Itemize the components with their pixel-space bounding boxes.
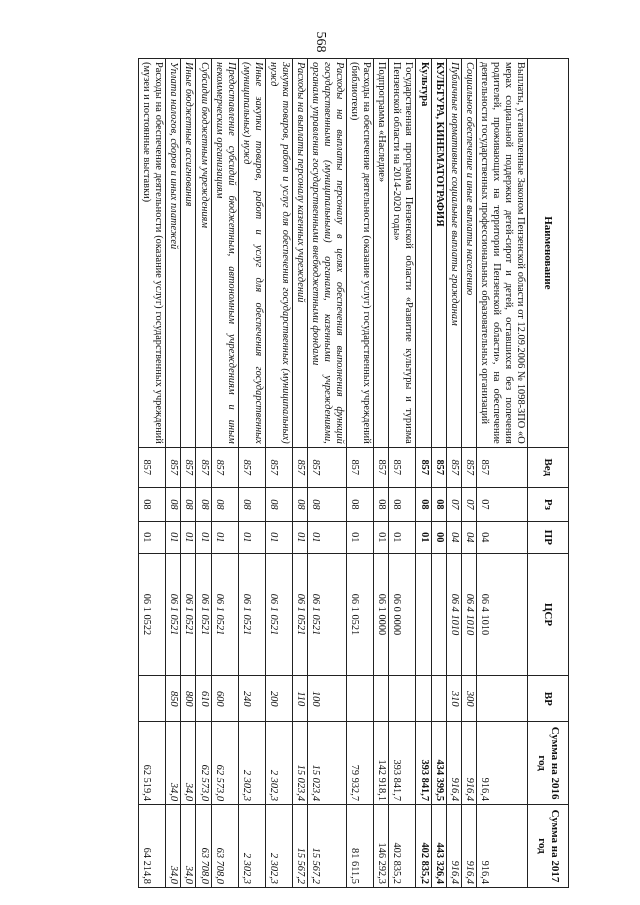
cell-pr: 01 (166, 522, 181, 553)
cell-name: Расходы на обеспечение деятельности (оказание услуг) государственных учреждений (музеи и постоянные выставки) (139, 59, 166, 448)
header-rz: Рз (528, 487, 569, 521)
cell-rz: 08 (166, 487, 181, 521)
cell-sum-2016: 916,4 (476, 722, 527, 805)
cell-ved: 857 (308, 447, 347, 487)
cell-csr: 06 1 0521 (166, 553, 181, 676)
cell-rz: 08 (265, 487, 292, 521)
cell-ved: 857 (265, 447, 292, 487)
cell-pr: 01 (238, 522, 265, 553)
cell-name: Уплата налогов, сборов и иных платежей (166, 59, 181, 448)
cell-sum-2016: 142 918,1 (374, 722, 389, 805)
cell-sum-2016: 393 841,7 (416, 722, 431, 805)
cell-csr: 06 1 0521 (292, 553, 307, 676)
cell-name: Закупка товаров, работ и услуг для обеспечения государственных (муниципальных) нужд (265, 59, 292, 448)
cell-pr: 01 (292, 522, 307, 553)
cell-ved: 857 (431, 447, 446, 487)
cell-sum-2017: 63 708,0 (196, 805, 211, 888)
cell-rz: 08 (347, 487, 374, 521)
table-row (476, 59, 527, 888)
cell-pr: 01 (181, 522, 196, 553)
cell-rz: 08 (238, 487, 265, 521)
cell-ved: 857 (389, 447, 416, 487)
table-row (181, 59, 196, 888)
table-row (139, 59, 166, 888)
cell-sum-2016: 79 932,7 (347, 722, 374, 805)
cell-sum-2017: 443 326,4 (431, 805, 446, 888)
header-sum-2016: Сумма на 2016 год (528, 722, 569, 805)
cell-rz: 08 (431, 487, 446, 521)
cell-csr: 06 1 0521 (238, 553, 265, 676)
cell-vr: 110 (292, 676, 307, 722)
cell-vr (139, 676, 166, 722)
cell-rz: 08 (416, 487, 431, 521)
header-csr: ЦСР (528, 553, 569, 676)
cell-vr: 240 (238, 676, 265, 722)
cell-ved: 857 (139, 447, 166, 487)
cell-rz: 08 (374, 487, 389, 521)
cell-name: Расходы на выплаты персоналу казенных учреждений (292, 59, 307, 448)
cell-name: Расходы на выплаты персоналу в целях обеспечения выполнения функций государственными (муниципальными) органами, казенными учреждениями, органами управления государственными внебюджетными фондами (308, 59, 347, 448)
budget-table (138, 58, 569, 888)
cell-csr: 06 1 0521 (347, 553, 374, 676)
cell-vr: 800 (181, 676, 196, 722)
cell-rz: 07 (461, 487, 476, 521)
table-row (389, 59, 416, 888)
cell-sum-2017: 15 567,2 (308, 805, 347, 888)
cell-csr: 06 1 0521 (181, 553, 196, 676)
table-row (347, 59, 374, 888)
cell-pr: 04 (476, 522, 527, 553)
cell-csr (416, 553, 431, 676)
cell-vr (416, 676, 431, 722)
cell-pr: 01 (374, 522, 389, 553)
cell-sum-2017: 34,0 (181, 805, 196, 888)
cell-sum-2017: 146 292,3 (374, 805, 389, 888)
cell-pr: 00 (431, 522, 446, 553)
table-body (139, 59, 528, 888)
cell-sum-2017: 402 835,2 (416, 805, 431, 888)
cell-name: Культура (416, 59, 431, 448)
cell-sum-2016: 916,4 (461, 722, 476, 805)
cell-name: Подпрограмма «Наследие» (374, 59, 389, 448)
table-row (374, 59, 389, 888)
cell-csr: 06 1 0521 (196, 553, 211, 676)
cell-sum-2016: 2 302,3 (265, 722, 292, 805)
cell-vr (374, 676, 389, 722)
cell-name: Социальное обеспечение и иные выплаты населению (461, 59, 476, 448)
cell-sum-2016: 62 519,4 (139, 722, 166, 805)
cell-sum-2016: 62 573,0 (211, 722, 238, 805)
cell-sum-2016: 2 302,3 (238, 722, 265, 805)
cell-sum-2017: 34,0 (166, 805, 181, 888)
cell-pr: 01 (416, 522, 431, 553)
cell-csr: 06 1 0521 (308, 553, 347, 676)
cell-ved: 857 (196, 447, 211, 487)
table-row (308, 59, 347, 888)
table-row (461, 59, 476, 888)
cell-ved: 857 (238, 447, 265, 487)
cell-name: Публичные нормативные социальные выплаты гражданам (446, 59, 461, 448)
cell-sum-2016: 434 399,5 (431, 722, 446, 805)
rotated-table-wrapper (138, 58, 569, 888)
table-row (292, 59, 307, 888)
cell-ved: 857 (374, 447, 389, 487)
cell-vr: 200 (265, 676, 292, 722)
cell-sum-2016: 62 573,0 (196, 722, 211, 805)
cell-pr: 01 (389, 522, 416, 553)
table-row (446, 59, 461, 888)
cell-csr: 06 1 0521 (211, 553, 238, 676)
cell-rz: 08 (196, 487, 211, 521)
cell-ved: 857 (211, 447, 238, 487)
cell-rz: 08 (308, 487, 347, 521)
page-number: 568 (313, 31, 328, 53)
cell-vr: 600 (211, 676, 238, 722)
cell-ved: 857 (416, 447, 431, 487)
cell-pr: 01 (265, 522, 292, 553)
table-row (166, 59, 181, 888)
cell-name: КУЛЬТУРА, КИНЕМАТОГРАФИЯ (431, 59, 446, 448)
table-row (196, 59, 211, 888)
cell-rz: 08 (389, 487, 416, 521)
cell-sum-2017: 402 835,2 (389, 805, 416, 888)
cell-name: Иные бюджетные ассигнования (181, 59, 196, 448)
cell-sum-2017: 916,4 (446, 805, 461, 888)
cell-csr: 06 0 0000 (389, 553, 416, 676)
header-name: Наименование (528, 59, 569, 448)
cell-vr (476, 676, 527, 722)
cell-csr: 06 1 0000 (374, 553, 389, 676)
cell-sum-2017: 916,4 (476, 805, 527, 888)
cell-pr: 01 (139, 522, 166, 553)
cell-pr: 01 (196, 522, 211, 553)
cell-sum-2017: 64 214,8 (139, 805, 166, 888)
cell-sum-2016: 15 023,4 (292, 722, 307, 805)
cell-name: Субсидии бюджетным учреждениям (196, 59, 211, 448)
cell-ved: 857 (476, 447, 527, 487)
cell-vr: 610 (196, 676, 211, 722)
header-vr: ВР (528, 676, 569, 722)
cell-sum-2017: 81 611,5 (347, 805, 374, 888)
cell-ved: 857 (181, 447, 196, 487)
cell-sum-2016: 393 841,7 (389, 722, 416, 805)
cell-ved: 857 (347, 447, 374, 487)
cell-sum-2017: 15 567,2 (292, 805, 307, 888)
cell-csr: 06 4 1010 (461, 553, 476, 676)
cell-ved: 857 (292, 447, 307, 487)
cell-pr: 01 (347, 522, 374, 553)
cell-vr: 300 (461, 676, 476, 722)
cell-ved: 857 (461, 447, 476, 487)
cell-name: Иные закупки товаров, работ и услуг для обеспечения государственных (муниципальных) нужд (238, 59, 265, 448)
cell-sum-2016: 34,0 (166, 722, 181, 805)
cell-sum-2017: 2 302,3 (238, 805, 265, 888)
cell-csr: 06 4 1010 (446, 553, 461, 676)
cell-sum-2017: 916,4 (461, 805, 476, 888)
cell-vr (389, 676, 416, 722)
table-row (416, 59, 431, 888)
header-ved: Вед (528, 447, 569, 487)
cell-pr: 01 (308, 522, 347, 553)
cell-rz: 08 (139, 487, 166, 521)
header-pr: ПР (528, 522, 569, 553)
cell-pr: 01 (211, 522, 238, 553)
cell-name: Расходы на обеспечение деятельности (оказание услуг) государственных учреждений (библиотеки) (347, 59, 374, 448)
cell-rz: 08 (292, 487, 307, 521)
cell-name: Государственная программа Пензенской области «Развитие культуры и туризма Пензенской области на 2014-2020 годы» (389, 59, 416, 448)
table-row (265, 59, 292, 888)
cell-name: Выплаты, установленные Законом Пензенской области от 12.09.2006 № 1098-ЗПО «О мерах социальной поддержки детей-сирот и детей, оставшихся без попечения родителей, проживающих на территории Пензенской области», на обеспечение деятельности государственных профессиональных образовательных организаций (476, 59, 527, 448)
table-row (431, 59, 446, 888)
cell-rz: 08 (211, 487, 238, 521)
cell-rz: 08 (181, 487, 196, 521)
cell-sum-2016: 15 023,4 (308, 722, 347, 805)
cell-vr: 850 (166, 676, 181, 722)
header-sum-2017: Сумма на 2017 год (528, 805, 569, 888)
cell-name: Предоставление субсидий бюджетным, автономным учреждениям и иным некоммерческим организациям (211, 59, 238, 448)
cell-rz: 07 (446, 487, 461, 521)
cell-csr: 06 1 0522 (139, 553, 166, 676)
cell-vr: 100 (308, 676, 347, 722)
cell-csr: 06 4 1010 (476, 553, 527, 676)
cell-ved: 857 (446, 447, 461, 487)
cell-vr (347, 676, 374, 722)
cell-sum-2017: 63 708,0 (211, 805, 238, 888)
cell-csr: 06 1 0521 (265, 553, 292, 676)
table-row (211, 59, 238, 888)
cell-vr (431, 676, 446, 722)
cell-sum-2017: 2 302,3 (265, 805, 292, 888)
cell-ved: 857 (166, 447, 181, 487)
cell-rz: 07 (476, 487, 527, 521)
cell-sum-2016: 34,0 (181, 722, 196, 805)
cell-pr: 04 (461, 522, 476, 553)
table-header-row (528, 59, 569, 888)
cell-csr (431, 553, 446, 676)
table-row (238, 59, 265, 888)
cell-vr: 310 (446, 676, 461, 722)
cell-pr: 04 (446, 522, 461, 553)
cell-sum-2016: 916,4 (446, 722, 461, 805)
